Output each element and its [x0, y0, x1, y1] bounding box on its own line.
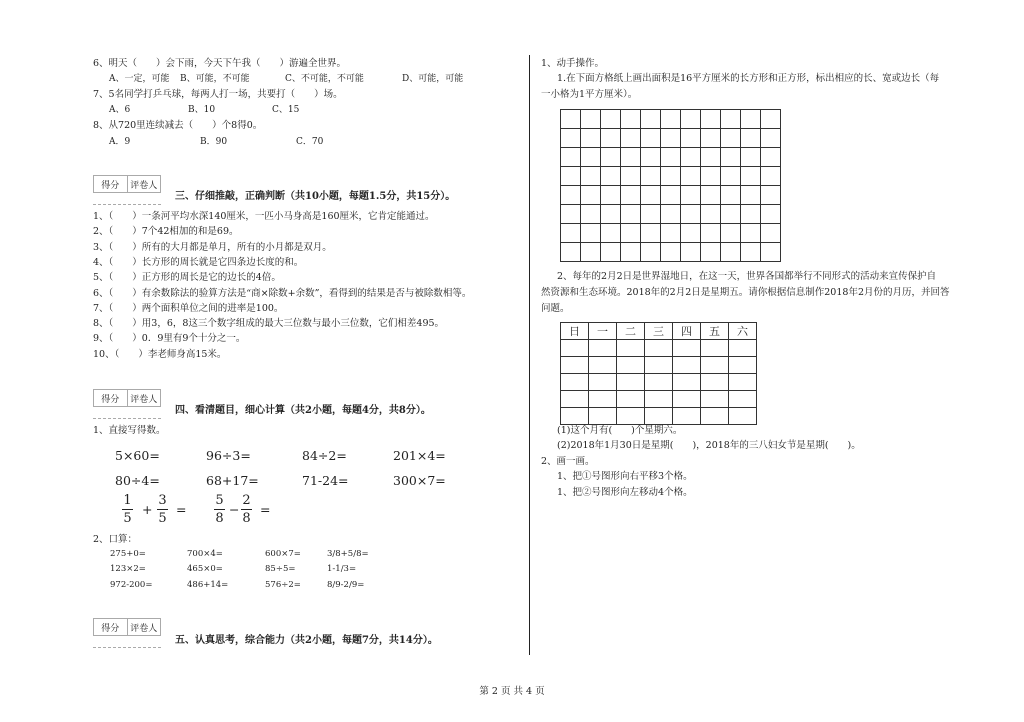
grader-label: 评卷人 — [130, 623, 158, 634]
grid-cell — [561, 110, 581, 129]
section-5-title: 五、认真思考，综合能力（共2小题，每题7分，共14分）。 — [175, 635, 438, 646]
grid-cell — [601, 110, 621, 129]
question-7: 7、5名同学打乒乓球，每两人打一场，共要打（ ）场。 — [93, 89, 343, 100]
score-line — [93, 647, 161, 648]
q6-option-d: D、可能，可能 — [402, 74, 464, 84]
fraction — [214, 493, 225, 526]
fraction-bar — [241, 509, 252, 510]
oral-item: 85÷5= — [265, 564, 296, 574]
oral-item: 1-1/3= — [327, 564, 357, 574]
grid-cell — [621, 243, 641, 262]
grid-cell — [681, 186, 701, 205]
grid-cell — [721, 243, 741, 262]
grid-cell — [701, 205, 721, 224]
oral-item: 3/8+5/8= — [327, 549, 369, 559]
grid-cell — [741, 110, 761, 129]
grid-cell — [621, 186, 641, 205]
grid-cell — [621, 110, 641, 129]
right-question-2: 2、画一画。 — [541, 456, 595, 467]
fraction — [122, 493, 133, 526]
calendar-cell — [561, 391, 589, 408]
calendar-cell — [701, 357, 729, 374]
q8-option-b: B．90 — [200, 137, 228, 147]
calendar-cell — [561, 408, 589, 425]
grid-cell — [701, 129, 721, 148]
calendar-cell — [701, 340, 729, 357]
grid-cell — [561, 205, 581, 224]
grid-cell — [701, 224, 721, 243]
grid-cell — [761, 186, 781, 205]
task-1-line: 1.在下面方格纸上画出面积是16平方厘米的长方形和正方形，标出相应的长、宽或边长（每 — [557, 73, 940, 84]
grid-cell — [601, 186, 621, 205]
grid-cell — [641, 224, 661, 243]
judge-item: 6、（ ）有余数除法的验算方法是“商×除数+余数”，看得到的结果是否与被除数相等。 — [93, 288, 472, 299]
score-label: 得分 — [94, 619, 128, 635]
numerator: 2 — [242, 493, 251, 508]
grid-cell — [581, 110, 601, 129]
calendar-row — [561, 340, 757, 357]
grid-cell — [721, 148, 741, 167]
fraction-bar — [214, 509, 225, 510]
score-line — [93, 204, 161, 205]
calendar-question-2: (2)2018年1月30日是星期( )，2018年的三八妇女节是星期( )。 — [557, 440, 861, 451]
grid-cell — [601, 243, 621, 262]
grid-cell — [661, 224, 681, 243]
oral-item: 486+14= — [187, 580, 229, 590]
grid-row — [561, 167, 781, 186]
fraction — [157, 493, 168, 526]
oral-item: 123×2= — [110, 564, 146, 574]
calendar-cell — [617, 408, 645, 425]
grader-label: 评卷人 — [130, 180, 158, 191]
calendar-cell — [729, 374, 757, 391]
calendar-cell — [645, 408, 673, 425]
grid-cell — [761, 224, 781, 243]
grid-cell — [761, 205, 781, 224]
grid-cell — [681, 167, 701, 186]
judge-item: 7、（ ）两个面积单位之间的进率是100。 — [93, 303, 284, 314]
calendar-cell — [673, 374, 701, 391]
grid-cell — [661, 148, 681, 167]
calc-item: 68+17= — [206, 473, 259, 488]
denominator: 5 — [158, 511, 167, 526]
grid-cell — [661, 186, 681, 205]
s4-question-1: 1、直接写得数。 — [93, 425, 166, 436]
grid-cell — [601, 129, 621, 148]
grid-row — [561, 148, 781, 167]
calendar-cell — [673, 340, 701, 357]
q8-option-a: A．9 — [109, 137, 131, 147]
grid-cell — [721, 224, 741, 243]
judge-item: 10、（ ）李老师身高15米。 — [93, 349, 227, 360]
grid-cell — [761, 129, 781, 148]
calendar-cell — [561, 374, 589, 391]
judge-item: 5、（ ）正方形的周长是它的边长的4倍。 — [93, 272, 281, 283]
grid-cell — [661, 129, 681, 148]
judge-item: 2、（ ）7个42相加的和是69。 — [93, 226, 239, 237]
calc-item: 80÷4= — [115, 473, 160, 488]
grid-cell — [741, 148, 761, 167]
grid-cell — [621, 205, 641, 224]
oral-item: 600×7= — [265, 549, 301, 559]
fraction-bar — [122, 509, 133, 510]
grid-cell — [561, 224, 581, 243]
grid-cell — [581, 148, 601, 167]
grid-cell — [681, 243, 701, 262]
calendar-header-row — [561, 323, 757, 340]
calendar-cell — [701, 374, 729, 391]
grid-cell — [661, 110, 681, 129]
calendar-cell — [729, 408, 757, 425]
weekday-mon: 一 — [589, 323, 617, 340]
denominator: 5 — [123, 511, 132, 526]
oral-item: 8/9-2/9= — [327, 580, 365, 590]
numerator: 5 — [215, 493, 224, 508]
grid-row — [561, 224, 781, 243]
grid-cell — [601, 167, 621, 186]
grid-cell — [561, 129, 581, 148]
grid-cell — [721, 205, 741, 224]
grid-cell — [741, 224, 761, 243]
grader-label: 评卷人 — [130, 394, 158, 405]
grid-cell — [701, 148, 721, 167]
grid-cell — [641, 205, 661, 224]
calendar-cell — [589, 340, 617, 357]
calendar-row — [561, 374, 757, 391]
grid-cell — [581, 224, 601, 243]
denominator: 8 — [215, 511, 224, 526]
grid-cell — [581, 243, 601, 262]
grid-cell — [721, 110, 741, 129]
calendar-cell — [589, 408, 617, 425]
calc-item: 201×4= — [393, 448, 446, 463]
page-footer: 第 2 页 共 4 页 — [479, 686, 545, 697]
numerator: 1 — [123, 493, 132, 508]
grid-cell — [761, 243, 781, 262]
grid-cell — [761, 110, 781, 129]
calendar-cell — [645, 374, 673, 391]
calendar-cell — [617, 391, 645, 408]
judge-item: 9、（ ）0．9里有9个十分之一。 — [93, 333, 246, 344]
weekday-fri: 五 — [701, 323, 729, 340]
grid-row — [561, 186, 781, 205]
judge-item: 3、（ ）所有的大月都是单月，所有的小月都是双月。 — [93, 242, 332, 253]
grid-cell — [701, 186, 721, 205]
q6-option-c: C、不可能，不可能 — [285, 74, 364, 84]
task-2-line: 然资源和生态环境。2018年的2月2日是星期五。请你根据信息制作2018年2月份的月历，并回答 — [541, 287, 950, 298]
grid-cell — [581, 186, 601, 205]
grid-cell — [641, 148, 661, 167]
q7-option-a: A、6 — [109, 105, 131, 115]
oral-item: 576÷2= — [265, 580, 301, 590]
grid-cell — [761, 148, 781, 167]
grid-cell — [721, 129, 741, 148]
judge-item: 1、（ ）一条河平均水深140厘米，一匹小马身高是160厘米，它肯定能通过。 — [93, 211, 435, 222]
calendar-cell — [589, 357, 617, 374]
weekday-sat: 六 — [729, 323, 757, 340]
grid-cell — [641, 186, 661, 205]
calendar-cell — [701, 391, 729, 408]
grid-cell — [721, 186, 741, 205]
question-6: 6、明天（ ）会下雨，今天下午我（ ）游遍全世界。 — [93, 58, 347, 69]
calendar-cell — [673, 391, 701, 408]
task-1-line: 一小格为1平方厘米）。 — [541, 89, 638, 100]
section-4-title: 四、看清题目，细心计算（共2小题，每题4分，共8分）。 — [175, 405, 431, 416]
fraction — [241, 493, 252, 526]
calendar-table — [560, 322, 757, 425]
grid-cell — [701, 110, 721, 129]
fraction-bar — [157, 509, 168, 510]
grid-cell — [681, 148, 701, 167]
calendar-cell — [729, 340, 757, 357]
grid-row — [561, 129, 781, 148]
calendar-cell — [673, 408, 701, 425]
score-box — [93, 389, 161, 407]
weekday-thu: 四 — [673, 323, 701, 340]
question-8: 8、从720里连续减去（ ）个8得0。 — [93, 120, 263, 131]
grid-cell — [661, 243, 681, 262]
calendar-cell — [617, 340, 645, 357]
grid-cell — [681, 224, 701, 243]
score-label: 得分 — [94, 176, 128, 192]
judge-item: 8、（ ）用3，6，8这三个数字组成的最大三位数与最小三位数，它们相差495。 — [93, 318, 445, 329]
grid-cell — [561, 186, 581, 205]
grid-cell — [641, 110, 661, 129]
grid-cell — [561, 167, 581, 186]
section-3-title: 三、仔细推敲，正确判断（共10小题，每题1.5分，共15分）。 — [175, 191, 456, 202]
grid-cell — [741, 243, 761, 262]
task-2-line: 问题。 — [541, 303, 570, 314]
grid-cell — [741, 186, 761, 205]
grid-cell — [641, 129, 661, 148]
score-box — [93, 618, 161, 636]
grid-cell — [621, 224, 641, 243]
grid-cell — [581, 205, 601, 224]
calc-item: 300×7= — [393, 473, 446, 488]
calc-item: 5×60= — [115, 448, 160, 463]
q7-option-b: B、10 — [188, 105, 216, 115]
calendar-question-1: (1)这个月有( )个星期六。 — [557, 425, 683, 436]
calendar-cell — [729, 391, 757, 408]
calendar-cell — [673, 357, 701, 374]
grid-cell — [621, 129, 641, 148]
grid-cell — [681, 205, 701, 224]
grid-cell — [581, 129, 601, 148]
grid-cell — [681, 129, 701, 148]
calendar-row — [561, 391, 757, 408]
grid-cell — [661, 205, 681, 224]
q7-option-c: C、15 — [272, 105, 300, 115]
score-box — [93, 175, 161, 193]
calendar-cell — [561, 340, 589, 357]
grid-cell — [721, 167, 741, 186]
weekday-sun: 日 — [561, 323, 589, 340]
q6-option-b: B、可能，不可能 — [180, 74, 250, 84]
equals: = — [176, 502, 187, 517]
grid-cell — [621, 148, 641, 167]
grid-cell — [581, 167, 601, 186]
oral-item: 972-200= — [110, 580, 153, 590]
task-2-line: 2、每年的2月2日是世界湿地日，在这一天，世界各国都举行不同形式的活动来宣传保护自 — [557, 271, 937, 282]
grid-cell — [741, 205, 761, 224]
weekday-tue: 二 — [617, 323, 645, 340]
s4-question-2: 2、口算： — [93, 534, 138, 545]
score-label: 得分 — [94, 390, 128, 406]
grid-cell — [601, 205, 621, 224]
oral-item: 465×0= — [187, 564, 223, 574]
calendar-cell — [617, 357, 645, 374]
calc-item: 71-24= — [302, 473, 349, 488]
grid-cell — [641, 243, 661, 262]
right-question-1: 1、动手操作。 — [541, 58, 605, 69]
column-divider — [529, 55, 530, 655]
q6-option-a: A、一定，可能 — [109, 74, 170, 84]
q8-option-c: C．70 — [296, 137, 324, 147]
calendar-cell — [645, 340, 673, 357]
calendar-cell — [645, 391, 673, 408]
operator: − — [229, 502, 240, 517]
denominator: 8 — [242, 511, 251, 526]
calc-item: 84÷2= — [302, 448, 347, 463]
calendar-cell — [701, 408, 729, 425]
grid-cell — [701, 167, 721, 186]
calendar-row — [561, 357, 757, 374]
grid-cell — [701, 243, 721, 262]
grid-row — [561, 110, 781, 129]
grid-cell — [561, 243, 581, 262]
calendar-cell — [617, 374, 645, 391]
judge-item: 4、（ ）长方形的周长就是它四条边长度的和。 — [93, 257, 304, 268]
equals: = — [260, 502, 271, 517]
numerator: 3 — [158, 493, 167, 508]
grid-cell — [621, 167, 641, 186]
calendar-cell — [645, 357, 673, 374]
grid-cell — [681, 110, 701, 129]
grid-row — [561, 243, 781, 262]
calendar-row — [561, 408, 757, 425]
calendar-cell — [589, 391, 617, 408]
draw-task-1: 1、把①号图形向右平移3个格。 — [557, 471, 693, 482]
square-grid — [560, 109, 781, 262]
calendar-cell — [729, 357, 757, 374]
grid-cell — [601, 224, 621, 243]
oral-item: 275+0= — [110, 549, 146, 559]
grid-cell — [641, 167, 661, 186]
calendar-cell — [589, 374, 617, 391]
grid-cell — [761, 167, 781, 186]
grid-cell — [661, 167, 681, 186]
weekday-wed: 三 — [645, 323, 673, 340]
draw-task-2: 1、把②号图形向左移动4个格。 — [557, 487, 693, 498]
grid-cell — [561, 148, 581, 167]
grid-row — [561, 205, 781, 224]
calendar-cell — [561, 357, 589, 374]
score-line — [93, 418, 161, 419]
calc-item: 96÷3= — [206, 448, 251, 463]
grid-cell — [741, 129, 761, 148]
grid-cell — [741, 167, 761, 186]
oral-item: 700×4= — [187, 549, 223, 559]
grid-cell — [601, 148, 621, 167]
operator: + — [142, 502, 153, 517]
